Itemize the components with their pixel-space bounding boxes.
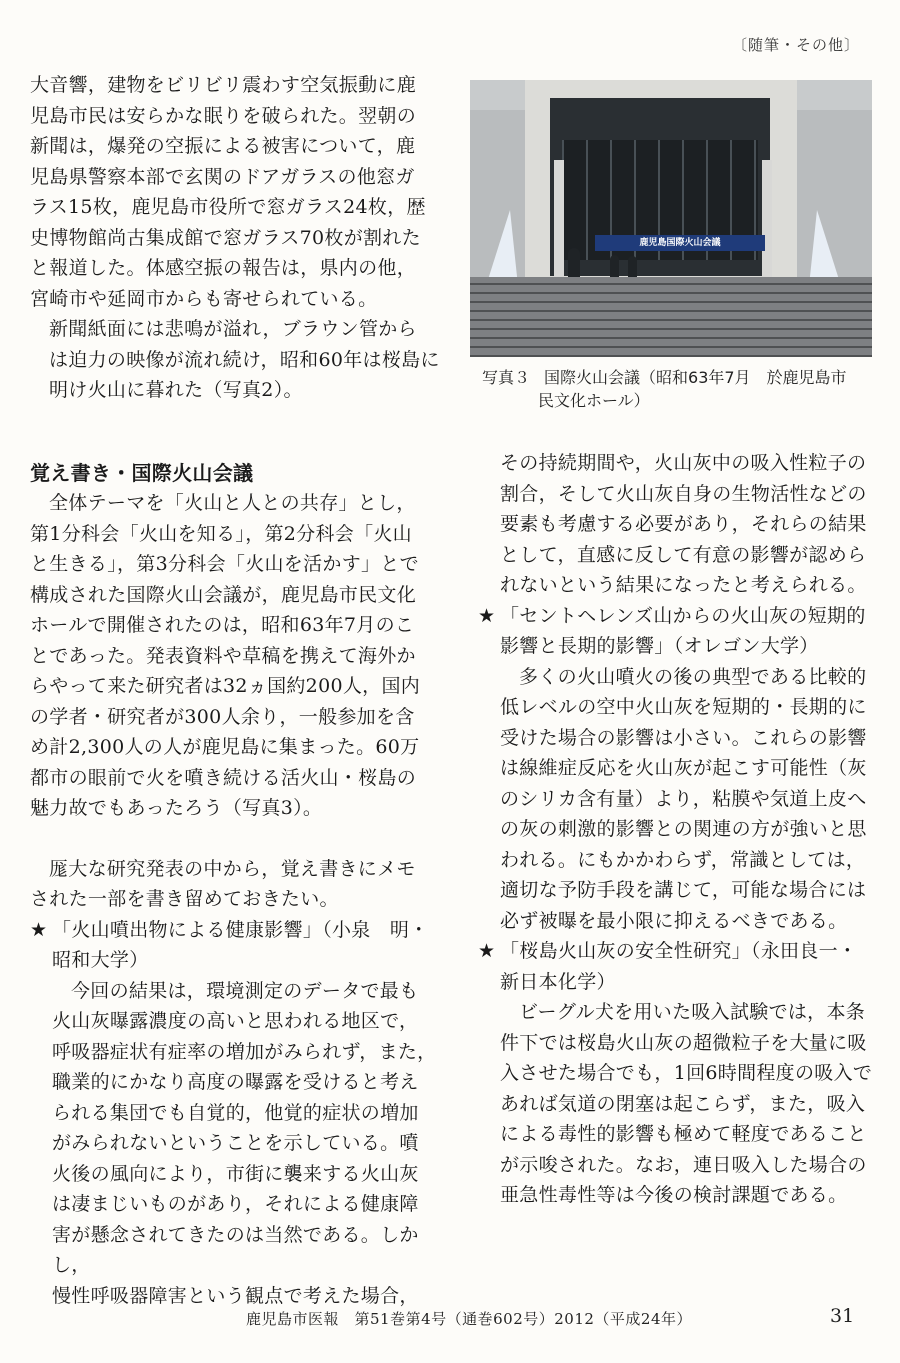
text-line: は迫力の映像が流れ続け，昭和60年は桜島に: [49, 348, 440, 371]
item-body-continued: [478, 448, 878, 601]
item-title-st-helens: [478, 601, 878, 662]
text-line: 大音響，建物をビリビリ震わす空気振動に鹿: [30, 74, 417, 96]
conference-hall-photo: [470, 80, 872, 357]
text-line: 火後の風向により，市街に襲来する火山灰: [52, 1162, 419, 1185]
paragraph-memo-intro: [30, 854, 440, 915]
text-line: 火山灰曝露濃度の高いと思われる地区で，: [52, 1010, 419, 1032]
star-bullet-icon: ★: [478, 604, 496, 627]
text-line: のシリカ含有量）より，粘膜や気道上皮へ: [500, 787, 867, 810]
text-line: 低レベルの空中火山灰を短期的・長期的に: [500, 696, 867, 718]
text-line: われる。にもかかわらず，常識としては，: [500, 848, 866, 871]
section-label: 〔随筆・その他〕: [731, 36, 860, 54]
text-line: 児島市民は安らかな眠りを破られた。翌朝の: [30, 104, 417, 127]
text-line: として，直感に反して有意の影響が認めら: [500, 543, 867, 566]
text-line: 入させた場合でも，1回6時間程度の吸入で: [500, 1062, 873, 1084]
text-line: 新聞紙面には悲鳴が溢れ，ブラウン管から: [49, 318, 417, 340]
text-line: 今回の結果は，環境測定のデータで最も: [71, 979, 419, 1002]
photo-sign: 鹿児島国際火山会議: [595, 235, 765, 251]
text-line: 宮崎市や延岡市からも寄せられている。: [30, 287, 378, 310]
text-line: と報道した。体感空振の報告は，県内の他，: [30, 257, 417, 279]
item-title-health-effects: [30, 915, 440, 976]
caption-line-2: 民文化ホール）: [538, 391, 650, 410]
text-line: 構成された国際火山会議が，鹿児島市民文化: [30, 583, 417, 606]
item-title-sakurajima-safety: [478, 936, 878, 997]
text-line: られる集団でも自覚的，他覚的症状の増加: [52, 1101, 419, 1124]
text-line: 適切な予防手段を講じて，可能な場合には: [500, 879, 867, 901]
text-line: は凄まじいものがあり，それによる健康障: [52, 1193, 419, 1215]
text-line: 魅力故でもあったろう（写真3）。: [30, 797, 323, 819]
text-line: 亜急性毒性等は今後の検討課題である。: [500, 1184, 848, 1206]
text-line: 必ず被曝を最小限に抑えるべきである。: [500, 909, 848, 932]
text-line: れないという結果になったと考えられる。: [500, 574, 867, 596]
text-line: 慢性呼吸器障害という観点で考えた場合，: [52, 1284, 419, 1307]
person-figure: [610, 255, 619, 279]
text-line: 影響と長期的影響」（オレゴン大学）: [500, 635, 819, 657]
paragraph-conference: [30, 488, 440, 824]
text-line: の灰の刺激的影響との関連の方が強いと思: [500, 818, 867, 840]
text-line: 「セントヘレンズ山からの火山灰の短期的: [500, 604, 866, 627]
caption-line-1: 国際火山会議（昭和63年7月 於鹿児島市: [544, 368, 847, 387]
text-line: らやって来た研究者は32ヵ国約200人，国内: [30, 675, 421, 697]
text-line: ビーグル犬を用いた吸入試験では，本条: [519, 1001, 866, 1023]
text-line: 明け火山に暮れた（写真2）。: [49, 379, 303, 401]
star-bullet-icon: ★: [478, 940, 496, 962]
text-line: ホールで開催されたのは，昭和63年7月のこ: [30, 614, 415, 636]
paragraph-air-vibration: [30, 70, 440, 314]
page-number: 31: [830, 1305, 855, 1327]
caption-label: 写真３: [482, 368, 531, 387]
text-line: による毒性的影響も極めて軽度であること: [500, 1123, 867, 1145]
text-line: 都市の眼前で火を噴き続ける活火山・桜島の: [30, 766, 417, 789]
text-line: がみられないということを示している。噴: [52, 1132, 419, 1154]
text-line: された一部を書き留めておきたい。: [30, 888, 339, 910]
text-line: 第1分科会「火山を知る」，第2分科会「火山: [30, 522, 412, 545]
text-line: 新聞は，爆発の空振による被害について，鹿: [30, 135, 416, 157]
text-line: 割合，そして火山灰自身の生物活性などの: [500, 482, 867, 505]
paragraph-newspaper: [30, 314, 440, 406]
section-heading: 覚え書き・国際火山会議: [30, 460, 254, 485]
text-line: と生きる」，第3分科会「火山を活かす」とで: [30, 553, 419, 575]
text-line: 新日本化学）: [500, 970, 616, 993]
entrance-stairs: [470, 277, 872, 357]
text-line: は線維症反応を火山灰が起こす可能性（灰: [500, 757, 867, 779]
text-line: とであった。発表資料や草稿を携えて海外か: [30, 644, 416, 667]
photo-caption: [482, 366, 877, 412]
person-figure: [628, 256, 637, 278]
text-line: 呼吸器症状有症率の増加がみられず，また，: [52, 1040, 437, 1063]
text-line: 「桜島火山灰の安全性研究」（永田良一・: [500, 940, 858, 962]
text-line: あれば気道の閉塞は起こらず，また，吸入: [500, 1092, 866, 1115]
text-line: 多くの火山噴火の後の典型である比較的: [519, 665, 867, 688]
right-column: [478, 448, 878, 1211]
text-line: 受けた場合の影響は小さい。これらの影響: [500, 726, 867, 749]
text-line: の学者・研究者が300人余り，一般参加を含: [30, 705, 415, 728]
text-line: 「火山噴出物による健康影響」（小泉 明・: [52, 918, 429, 941]
text-line: ラス15枚，鹿児島市役所で窓ガラス24枚，歴: [30, 196, 426, 218]
text-line: 件下では桜島火山灰の超微粒子を大量に吸: [500, 1031, 867, 1054]
text-line: 史博物館尚古集成館で窓ガラス70枚が割れた: [30, 226, 421, 249]
left-column: [30, 70, 440, 1311]
text-line: 害が懸念されてきたのは当然である。しかし，: [52, 1223, 419, 1276]
text-line: 昭和大学）: [52, 949, 149, 971]
journal-citation: 鹿児島市医報 第51巻第4号（通巻602号）2012（平成24年）: [246, 1310, 693, 1328]
item-body-health-effects: [30, 976, 440, 1312]
text-line: 厖大な研究発表の中から，覚え書きにメモ: [49, 857, 416, 880]
item-body-st-helens: [478, 662, 878, 937]
text-line: が示唆された。なお，連日吸入した場合の: [500, 1153, 867, 1176]
text-line: 要素も考慮する必要があり，それらの結果: [500, 513, 867, 535]
text-line: その持続期間や，火山灰中の吸入性粒子の: [500, 452, 867, 474]
text-line: め計2,300人の人が鹿児島に集まった。60万: [30, 736, 420, 758]
item-body-sakurajima-safety: [478, 997, 878, 1211]
star-bullet-icon: ★: [30, 918, 48, 941]
text-line: 全体テーマを「火山と人との共存」とし，: [49, 492, 416, 514]
text-line: 児島県警察本部で玄関のドアガラスの他窓ガ: [30, 165, 415, 188]
text-line: 職業的にかなり高度の曝露を受けると考え: [52, 1071, 419, 1093]
